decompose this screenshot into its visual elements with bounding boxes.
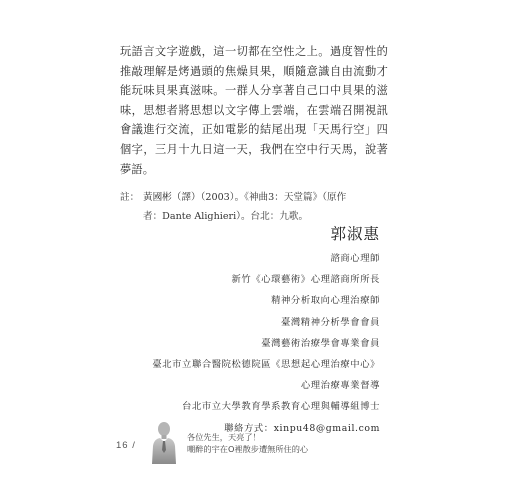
author-name: 郭淑惠 (330, 225, 380, 243)
note-line-1: 黃國彬（譯）（2003）。《神曲3：天堂篇》（原作 (143, 192, 347, 203)
footer-line-2: 嘲醉的宇在O裡散步遭無所住的心 (187, 444, 309, 454)
credential-line: 精神分析取向心理治療師 (271, 295, 380, 307)
credential-line: 新竹《心環藝術》心理諮商所所長 (231, 274, 380, 286)
author-signature (152, 222, 380, 439)
footer-line-1: 各位先生，天亮了！ (187, 432, 261, 442)
footer-caption (187, 431, 308, 455)
contact-line: 聯絡方式：xinpu48@gmail.com (224, 422, 380, 434)
page-footer (0, 418, 520, 500)
citation-note (120, 188, 388, 226)
body-paragraph: 玩語言文字遊戲，這一切都在空性之上。過度智性的推敲理解是烤過頭的焦燥貝果，順隨意識自由流動才能玩味貝果真滋味。一群人分享著自己口中貝果的滋味，思想者將思想以文字傳上雲端，在雲端召開視訊會議進行交流，正如電影的結尾出現「天馬行空」四個字，三月十九日這一天，我們在空中行天馬，說著夢語。 (120, 45, 388, 176)
note-label: 註： (120, 192, 140, 203)
credential-line: 臺北市立聯合醫院松德院區《思想起心理治療中心》 (152, 359, 380, 371)
credential-line: 心理治療專業督導 (300, 380, 380, 392)
credential-line: 台北市立大學教育學系教育心理與輔導組博士 (182, 401, 380, 413)
note-line-2: 者：Dante Alighieri）。台北：九歌。 (143, 211, 309, 222)
credential-line: 臺灣藝術治療學會專業會員 (261, 337, 380, 349)
credential-line: 臺灣精神分析學會會員 (281, 316, 380, 328)
page-number: 16 / (116, 440, 136, 451)
person-silhouette-icon (150, 420, 178, 464)
credential-line: 諮商心理師 (330, 253, 380, 264)
